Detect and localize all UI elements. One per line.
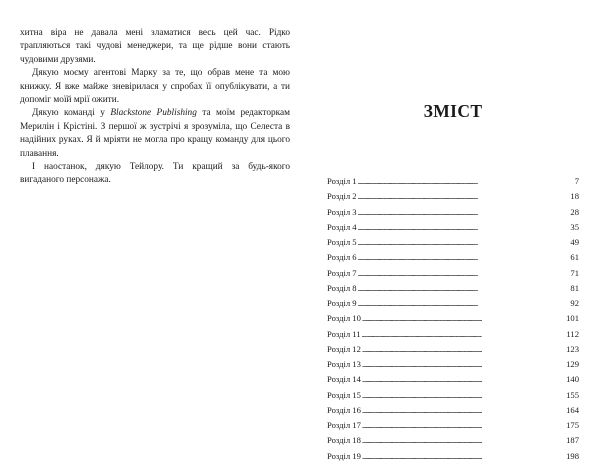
toc-entry: [327, 189, 579, 204]
toc-leader-dots: [362, 311, 564, 326]
publisher-name: Blackstone Publishing: [110, 108, 197, 119]
toc-leader-dots: [358, 266, 564, 281]
toc-entry-page: 198: [566, 450, 579, 461]
toc-leader-dots: [362, 449, 564, 464]
toc-leader-dots: [358, 235, 564, 250]
toc-entry-page: 155: [566, 389, 579, 400]
toc-entry-label: Розділ 16: [327, 404, 361, 415]
toc-leader-dots: [358, 189, 564, 204]
toc-entry: [327, 250, 579, 265]
toc-entry: [327, 266, 579, 281]
paragraph: [20, 107, 290, 161]
toc-leader-dots: [358, 220, 564, 235]
toc-entry-page: 112: [566, 328, 579, 339]
toc-entry-page: 101: [566, 313, 579, 324]
toc-entry-page: 7: [574, 176, 579, 186]
toc-entry-page: 18: [570, 191, 579, 202]
toc-entry-label: Розділ 10: [327, 313, 361, 324]
paragraph: Дякую моєму агентові Марку за те, що обрав мене та мою книжку. Я вже майже зневірилася у спробах її опублікувати, а ти допоміг моїй мрії ожити.: [20, 68, 290, 106]
toc-entry-label: Розділ 15: [327, 389, 361, 400]
paragraph-text: та моїм редакторкам Мерилін і Крістіні. З першої ж зустрічі я зрозуміла, що Селеста в надійних руках. Я й мріяти не могла про кращу команду для цього плавання.: [20, 108, 291, 159]
toc-entry: [327, 449, 579, 464]
toc-entry-page: 140: [566, 374, 579, 385]
paragraph-text: Дякую команді у: [32, 108, 111, 119]
toc-entry-label: Розділ 8: [327, 282, 357, 293]
toc-entry: [327, 281, 579, 296]
paragraph: І наостанок, дякую Тейлору. Ти кращий за будь-якого вигаданого персонажа.: [20, 162, 290, 186]
toc-leader-dots: [362, 342, 564, 357]
toc-entry-page: 164: [566, 404, 579, 415]
toc-entry: [327, 174, 579, 189]
toc-entry: [327, 311, 579, 326]
toc-entry-page: 71: [570, 267, 579, 278]
toc-entry-label: Розділ 7: [327, 267, 357, 278]
toc-entry-label: Розділ 3: [327, 206, 357, 217]
toc-entry: [327, 388, 579, 403]
toc-leader-dots: [358, 174, 564, 189]
toc-entry-page: 61: [570, 252, 579, 263]
toc-entry: [327, 403, 579, 418]
toc-entry: [327, 235, 579, 250]
toc-entry-page: 35: [570, 221, 579, 232]
toc-title: ЗМІСТ: [423, 101, 483, 121]
toc-leader-dots: [362, 403, 564, 418]
toc-entry: [327, 327, 579, 342]
toc-entry: [327, 418, 579, 433]
toc-entry: [327, 372, 579, 387]
toc-entry-page: 49: [570, 237, 579, 247]
toc-entry-page: 175: [566, 420, 579, 430]
toc-list: [327, 174, 579, 464]
toc-entry-page: 123: [566, 343, 579, 354]
toc-leader-dots: [362, 327, 564, 342]
toc-leader-dots: [362, 388, 564, 403]
toc-entry: [327, 342, 579, 357]
toc-entry-label: Розділ 14: [327, 374, 361, 385]
toc-entry-label: Розділ 2: [327, 191, 357, 202]
toc-leader-dots: [358, 281, 564, 296]
toc-leader-dots: [362, 357, 564, 372]
toc-entry: [327, 220, 579, 235]
toc-entry-label: Розділ 11: [327, 328, 361, 339]
acknowledgements-page: [20, 27, 290, 188]
toc-entry-label: Розділ 13: [327, 359, 361, 369]
toc-page: [327, 100, 579, 461]
toc-entry-label: Розділ 6: [327, 252, 357, 263]
paragraph: хитна віра не давала мені зламатися весь цей час. Рідко трапляються такі чудові менеджери, та ще рідше вони стають чудовими друзями.: [20, 28, 290, 65]
toc-entry-label: Розділ 12: [327, 343, 361, 354]
toc-entry-label: Розділ 9: [327, 298, 357, 308]
toc-entry-page: 28: [570, 206, 579, 217]
toc-leader-dots: [362, 418, 564, 433]
toc-leader-dots: [358, 296, 564, 311]
toc-entry-page: 92: [570, 298, 579, 308]
toc-entry: [327, 296, 579, 311]
toc-leader-dots: [362, 372, 564, 387]
toc-entry-page: 81: [570, 282, 579, 293]
toc-entry-label: Розділ 1: [327, 176, 357, 186]
toc-leader-dots: [358, 250, 564, 265]
toc-leader-dots: [358, 205, 564, 220]
toc-leader-dots: [362, 433, 564, 448]
toc-entry: [327, 357, 579, 372]
toc-entry-label: Розділ 19: [327, 450, 361, 461]
toc-entry-label: Розділ 17: [327, 420, 361, 430]
toc-entry-page: 129: [566, 359, 579, 369]
toc-entry-page: 187: [566, 435, 579, 446]
toc-entry: [327, 205, 579, 220]
toc-entry-label: Розділ 4: [327, 221, 357, 232]
toc-entry-label: Розділ 18: [327, 435, 361, 446]
toc-entry: [327, 433, 579, 448]
toc-entry-label: Розділ 5: [327, 237, 357, 247]
